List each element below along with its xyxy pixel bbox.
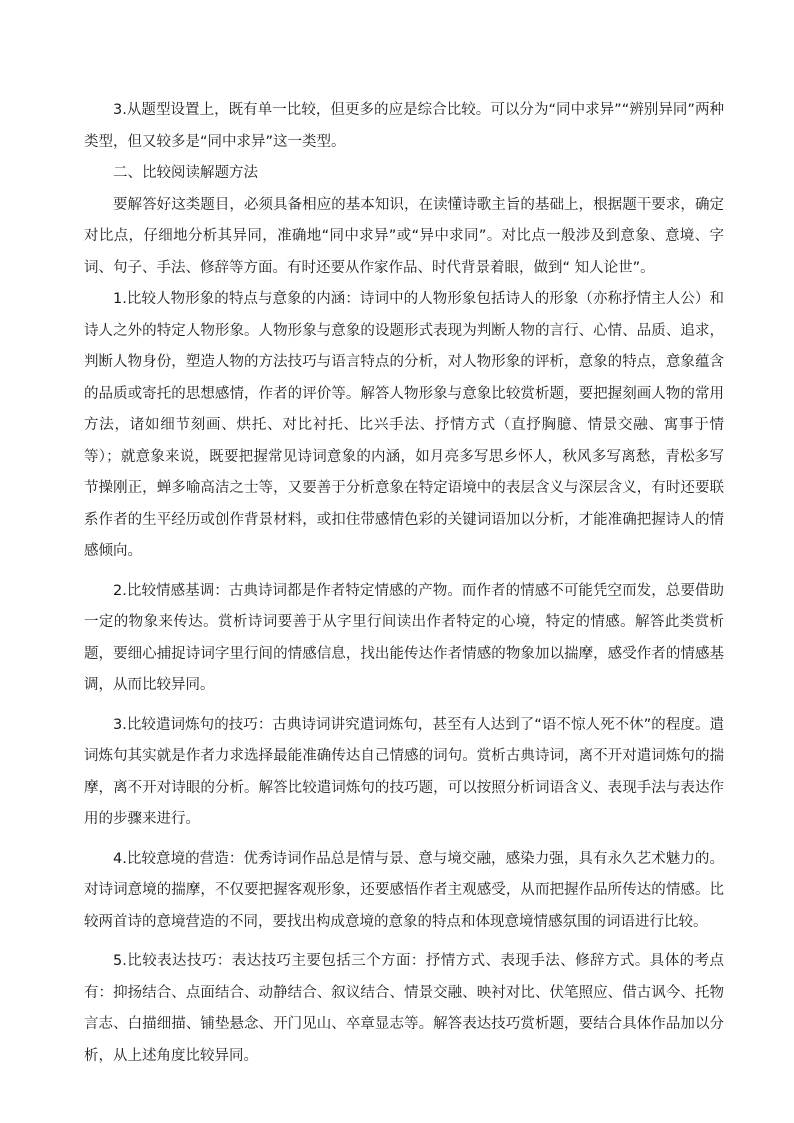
- paragraph-question-types: 3.从题型设置上，既有单一比较，但更多的应是综合比较。可以分为“同中求异”“辨别异同”两种类型，但又较多是“同中求异”这一类型。: [84, 102, 724, 150]
- paragraph-method-1: 1.比较人物形象的特点与意象的内涵：诗词中的人物形象包括诗人的形象（亦称抒情主人公）和诗人之外的特定人物形象。人物形象与意象的设题形式表现为判断人物的言行、心情、品质、追求，判断人物身份，塑造人物的方法技巧与语言特点的分析，对人物形象的评析，意象的特点，意象蕴含的品质或寄托的思想感情，作者的评价等。解答人物形象与意象比较赏析题，要把握刻画人物的常用方法，诸如细节刻画、烘托、对比衬托、比兴手法、抒情方式（直抒胸臆、情景交融、寓事于情等）；就意象来说，既要把握常见诗词意象的内涵，如月亮多写思乡怀人，秋风多写离愁，青松多写节操刚正，蝉多喻高洁之士等，又要善于分析意象在特定语境中的表层含义与深层含义，有时还要联系作者的生平经历或创作背景材料，或扣住带感情色彩的关键词语加以分析，才能准确把握诗人的情感倾向。: [84, 291, 724, 559]
- section-heading: 二、比较阅读解题方法: [113, 165, 258, 181]
- paragraph-method-5: 5.比较表达技巧：表达技巧主要包括三个方面：抒情方式、表现手法、修辞方式。具体的考点有：抑扬结合、点面结合、动静结合、叙议结合、情景交融、映衬对比、伏笔照应、借古讽今、托物言志、白描细描、铺垫悬念、开门见山、卒章显志等。解答表达技巧赏析题，要结合具体作品加以分析，从上述角度比较异同。: [84, 953, 724, 1064]
- paragraph-method-4: 4.比较意境的营造：优秀诗词作品总是情与景、意与境交融，感染力强，具有永久艺术魅力的。对诗词意境的揣摩，不仅要把握客观形象，还要感悟作者主观感受，从而把握作品所传达的情感。比较两首诗的意境营造的不同，要找出构成意境的意象的特点和体现意境情感氛围的词语进行比较。: [84, 850, 724, 930]
- paragraph-method-2: 2.比较情感基调：古典诗词都是作者特定情感的产物。而作者的情感不可能凭空而发，总要借助一定的物象来传达。赏析诗词要善于从字里行间读出作者特定的心境，特定的情感。解答此类赏析题，要细心捕捉诗词字里行间的情感信息，找出能传达作者情感的物象加以揣摩，感受作者的情感基调，从而比较异同。: [84, 582, 724, 693]
- document-body: [84, 95, 724, 1072]
- paragraph-intro: 要解答好这类题目，必须具备相应的基本知识，在读懂诗歌主旨的基础上，根据题干要求，确定对比点，仔细地分析其异同，准确地“同中求异”或“异中求同”。对比点一般涉及到意象、意境、字词、句子、手法、修辞等方面。有时还要从作家作品、时代背景着眼，做到“ 知人论世”。: [84, 196, 724, 276]
- paragraph-method-3: 3.比较遣词炼句的技巧：古典诗词讲究遣词炼句，甚至有人达到了“语不惊人死不休”的程度。遣词炼句其实就是作者力求选择最能准确传达自己情感的词句。赏析古典诗词，离不开对遣词炼句的揣摩，离不开对诗眼的分析。解答比较遣词炼句的技巧题，可以按照分析词语含义、表现手法与表达作用的步骤来进行。: [84, 716, 724, 827]
